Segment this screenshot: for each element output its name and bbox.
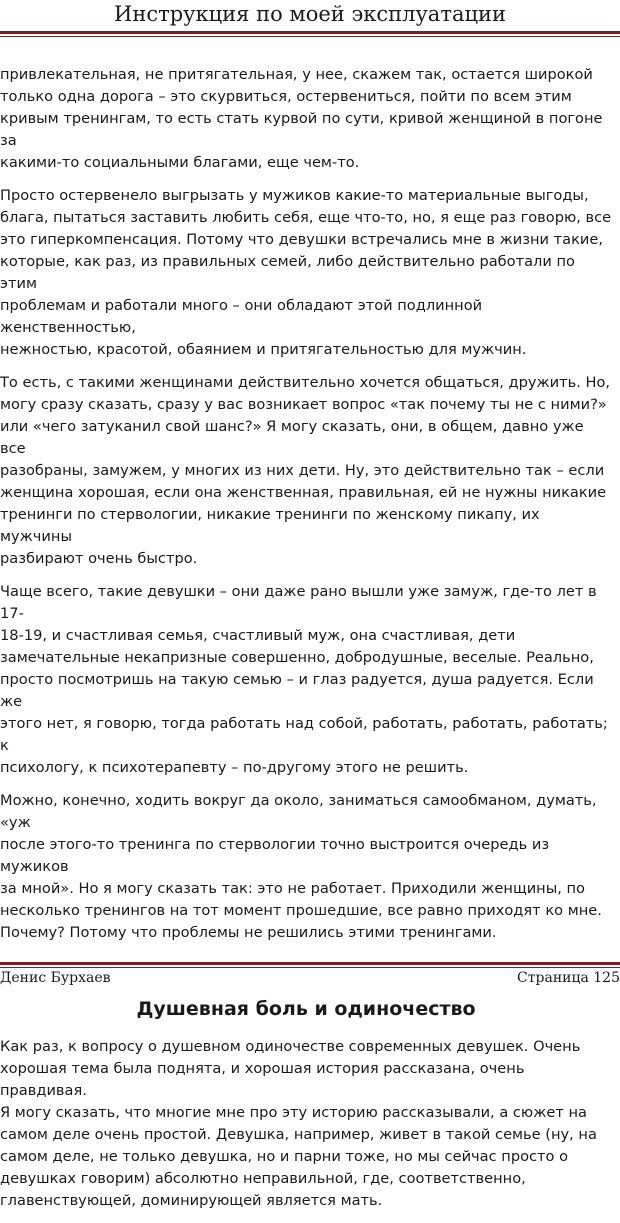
footer-rule-thick xyxy=(0,962,620,965)
page-content xyxy=(0,64,612,1223)
paragraph: Можно, конечно, ходить вокруг да около, заниматься самообманом, думать, «уж после этого-то тренинга по стервологии точно выстроится очередь из мужиков за мной». Но я могу сказать так: это не работает. Приходили женщины, по несколько тренингов на тот момент прошедшие, все равно приходят ко мне. Почему? Потому что проблемы не решились этими тренингами. xyxy=(0,792,602,941)
footer-page-number: Страница 125 xyxy=(517,970,620,986)
section-heading: Душевная боль и одиночество xyxy=(136,998,476,1020)
page-footer xyxy=(0,968,620,989)
footer-author: Денис Бурхаев xyxy=(0,970,111,986)
paragraph: Чаще всего, такие девушки – они даже рано вышли уже замуж, где-то лет в 17- 18-19, и счастливая семья, счастливый муж, она счастливая, дети замечательные некапризные совершенно, добродушные, веселые. Реально, просто посмотришь на такую семью – и глаз радуется, душа радуется. Если же этого нет, я говорю, тогда работать над собой, работать, работать, работать; к психологу, к психотерапевту – по-другому этого не решить. xyxy=(0,583,608,776)
paragraph: Просто остервенело выгрызать у мужиков какие-то материальные выгоды, блага, пытаться заставить любить себя, еще что-то, но, я еще раз говорю, все это гиперкомпенсация. Потому что девушки встречались мне в жизни такие, которые, как раз, из правильных семей, либо действительно работали по этим проблемам и работали много – они обладают этой подлинной женственностью, нежностью, красотой, обаянием и притягательностью для мужчин. xyxy=(0,187,612,358)
paragraph: привлекательная, не притягательная, у нее, скажем так, остается широкой только одна дорога – это скурвиться, остервениться, пойти по всем этим кривым тренингам, то есть стать курвой по сути, кривой женщиной в погоне за какими-то социальными благами, еще чем-то. xyxy=(0,66,603,171)
header-rule-thin xyxy=(0,36,620,37)
paragraph: То есть, с такими женщинами действительно хочется общаться, дружить. Но, могу сразу сказать, сразу у вас возникает вопрос «так почему ты не с ними?» или «чего затуканил свой шанс?» Я могу сказать, они, в общем, давно уже все разобраны, замужем, у многих из них дети. Ну, это действительно так – если женщина хорошая, если она женственная, правильная, ей не нужны никакие тренинги по стервологии, никакие тренинги по женскому пикапу, их мужчины разбирают очень быстро. xyxy=(0,374,611,567)
header-rule-thick xyxy=(0,31,620,34)
page-header-title: Инструкция по моей эксплуатации xyxy=(114,2,506,26)
paragraph: Как раз, к вопросу о душевном одиночестве современных девушек. Очень хорошая тема была поднята, и хорошая история рассказана, очень правдивая. Я могу сказать, что многие мне про эту историю рассказывали, а сюжет на самом деле очень простой. Девушка, например, живет в такой семье (ну, на самом деле, не только девушка, но и парни тоже, но мы сейчас просто о девушках говорим) абсолютно неправильной, где, соответственно, главенствующей, доминирующей является мать. xyxy=(0,1038,597,1209)
